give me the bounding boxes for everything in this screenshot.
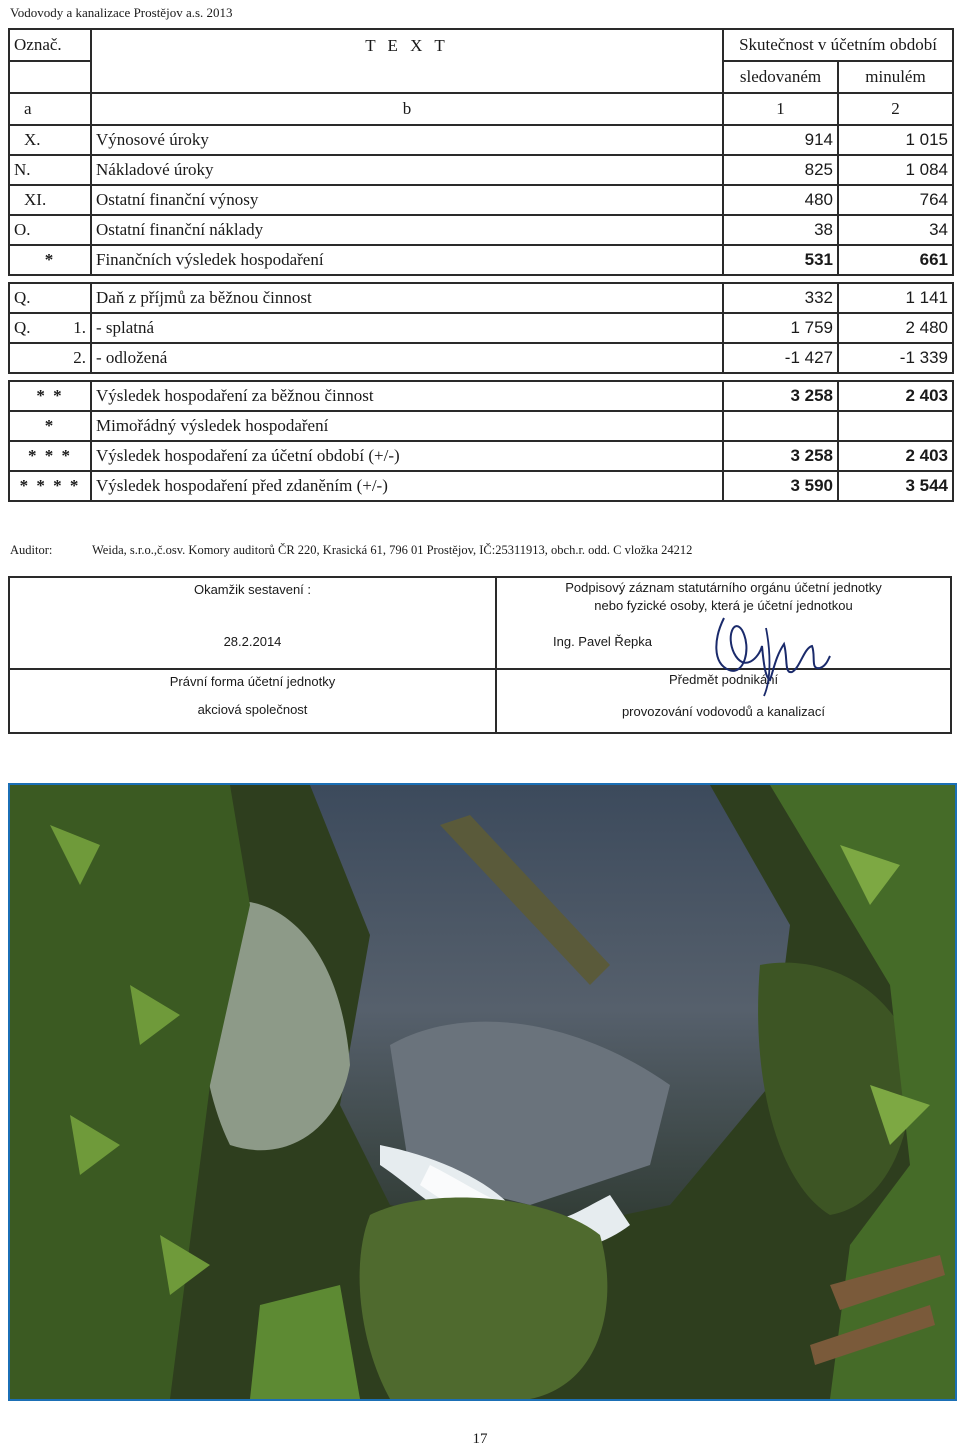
- table-row: [9, 381, 953, 411]
- subject-label: Předmět podnikání: [668, 672, 779, 687]
- row-current: 825: [723, 155, 838, 185]
- row-previous: 2 403: [838, 441, 953, 471]
- row-current: 1 759: [723, 313, 838, 343]
- legal-form-value: akciová společnost: [197, 702, 308, 717]
- row-current: 332: [723, 283, 838, 313]
- financial-table: [8, 28, 954, 502]
- table-row: [9, 215, 953, 245]
- row-mark: Q.: [14, 318, 31, 337]
- row-text: Ostatní finanční náklady: [91, 215, 723, 245]
- row-current: 914: [723, 125, 838, 155]
- row-text: - splatná: [91, 313, 723, 343]
- auditor-label: Auditor:: [10, 543, 53, 557]
- handwritten-signature: [704, 608, 834, 698]
- row-current: 3 258: [723, 441, 838, 471]
- signature-box-right: [497, 578, 950, 732]
- row-mark-cell: [9, 313, 91, 343]
- row-sub: 2.: [9, 343, 91, 373]
- row-previous: -1 339: [838, 343, 953, 373]
- stream-landscape-illustration: [10, 785, 955, 1399]
- moment-label: Okamžik sestavení :: [193, 582, 312, 597]
- signer-name: Ing. Pavel Řepka: [553, 634, 653, 649]
- row-spacer: [9, 373, 953, 381]
- code-1: 1: [723, 93, 838, 125]
- row-previous: 1 141: [838, 283, 953, 313]
- row-mark: * * *: [9, 441, 91, 471]
- table-row: [9, 313, 953, 343]
- row-current: 38: [723, 215, 838, 245]
- subject-value: provozování vodovodů a kanalizací: [621, 704, 826, 719]
- table-row: [9, 471, 953, 501]
- table-row: [9, 245, 953, 275]
- row-mark: N.: [9, 155, 91, 185]
- code-b: b: [91, 93, 723, 125]
- moment-value: 28.2.2014: [223, 634, 282, 649]
- table-row: [9, 343, 953, 373]
- row-previous: 1 084: [838, 155, 953, 185]
- row-text: Daň z příjmů za běžnou činnost: [91, 283, 723, 313]
- code-a: a: [9, 93, 91, 125]
- row-mark: Q.: [9, 283, 91, 313]
- row-text: Výsledek hospodaření za běžnou činnost: [91, 381, 723, 411]
- row-mark: * * * *: [9, 471, 91, 501]
- row-previous: 764: [838, 185, 953, 215]
- row-mark: *: [9, 411, 91, 441]
- waterfall-photo: [8, 783, 957, 1401]
- record-label-2: nebo fyzické osoby, která je účetní jednotkou: [594, 598, 853, 613]
- row-text: Výnosové úroky: [91, 125, 723, 155]
- table-row: [9, 155, 953, 185]
- col-period-header: Skutečnost v účetním období: [723, 29, 953, 61]
- col-mark-header: Označ.: [9, 29, 91, 61]
- page-number: 17: [472, 1431, 488, 1447]
- blank-cell: [9, 61, 91, 93]
- row-current: 3 590: [723, 471, 838, 501]
- table-row: [9, 441, 953, 471]
- row-mark: XI.: [9, 185, 91, 215]
- legal-form-label: Právní forma účetní jednotky: [169, 674, 336, 689]
- row-text: Mimořádný výsledek hospodaření: [91, 411, 723, 441]
- row-mark: X.: [9, 125, 91, 155]
- signature-box-left: [10, 578, 497, 732]
- table-row: [9, 185, 953, 215]
- table-row: [9, 411, 953, 441]
- record-label-1: Podpisový záznam statutárního orgánu účetní jednotky: [565, 580, 882, 595]
- row-mark: O.: [9, 215, 91, 245]
- row-current: [723, 411, 838, 441]
- row-current: 480: [723, 185, 838, 215]
- row-text: - odložená: [91, 343, 723, 373]
- table-row: [9, 283, 953, 313]
- row-text: Nákladové úroky: [91, 155, 723, 185]
- row-text: Výsledek hospodaření před zdaněním (+/-): [91, 471, 723, 501]
- row-previous: 2 480: [838, 313, 953, 343]
- row-previous: 3 544: [838, 471, 953, 501]
- row-previous: 34: [838, 215, 953, 245]
- row-sub: 1.: [73, 318, 86, 337]
- row-spacer: [9, 275, 953, 283]
- auditor-value: Weida, s.r.o.,č.osv. Komory auditorů ČR 220, Krasická 61, 796 01 Prostějov, IČ:25311913, obch.r. odd. C vložka 24212: [92, 543, 693, 557]
- row-previous: [838, 411, 953, 441]
- row-current: 531: [723, 245, 838, 275]
- col-previous-header: minulém: [838, 61, 953, 93]
- row-text: Finančních výsledek hospodaření: [91, 245, 723, 275]
- row-previous: 661: [838, 245, 953, 275]
- row-text: Výsledek hospodaření za účetní období (+/-): [91, 441, 723, 471]
- row-previous: 2 403: [838, 381, 953, 411]
- col-text-header: T E X T: [91, 29, 723, 93]
- row-current: -1 427: [723, 343, 838, 373]
- row-previous: 1 015: [838, 125, 953, 155]
- row-mark: *: [9, 245, 91, 275]
- col-current-header: sledovaném: [723, 61, 838, 93]
- divider: [10, 668, 495, 670]
- code-2: 2: [838, 93, 953, 125]
- row-current: 3 258: [723, 381, 838, 411]
- table-row: [9, 125, 953, 155]
- row-text: Ostatní finanční výnosy: [91, 185, 723, 215]
- row-mark: * *: [9, 381, 91, 411]
- signature-box: [8, 576, 952, 734]
- company-header: Vodovody a kanalizace Prostějov a.s. 2013: [10, 5, 233, 20]
